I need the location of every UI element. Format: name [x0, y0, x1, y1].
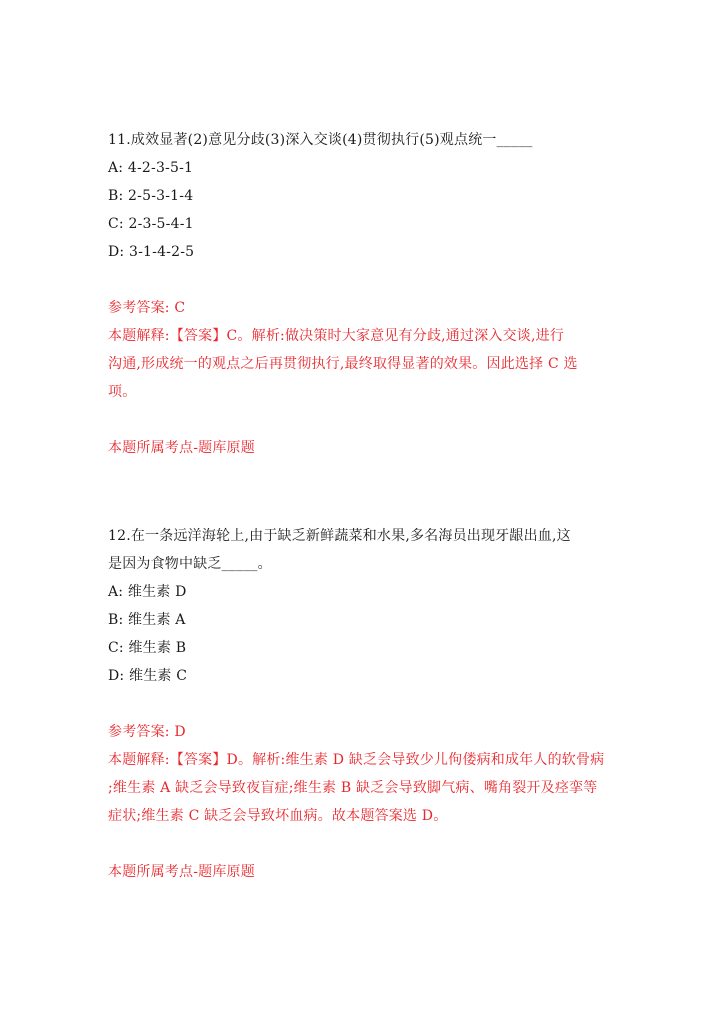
question-12-option-c: C: 维生素 B — [108, 640, 187, 656]
question-11-answer: 参考答案: C — [108, 300, 186, 316]
question-12-explanation-line-1: 本题解释:【答案】D。解析:维生素 D 缺乏会导致少儿佝偻病和成年人的软骨病 — [108, 752, 605, 768]
question-11-option-b: B: 2-5-3-1-4 — [108, 188, 194, 204]
question-12-stem-line-1: 12.在一条远洋海轮上,由于缺乏新鲜蔬菜和水果,多名海员出现牙龈出血,这 — [108, 528, 571, 544]
question-11-option-d: D: 3-1-4-2-5 — [108, 244, 195, 260]
question-11-explanation-line-3: 项。 — [108, 384, 137, 400]
question-12-explanation-line-3: 症状;维生素 C 缺乏会导致坏血病。故本题答案选 D。 — [108, 808, 448, 824]
question-12-option-b: B: 维生素 A — [108, 612, 186, 628]
question-11-stem: 11.成效显著(2)意见分歧(3)深入交谈(4)贯彻执行(5)观点统一_____ — [108, 132, 533, 148]
question-11-option-c: C: 2-3-5-4-1 — [108, 216, 194, 232]
question-12-explanation-line-2: ;维生素 A 缺乏会导致夜盲症;维生素 B 缺乏会导致脚气病、嘴角裂开及痉挛等 — [108, 780, 598, 796]
question-11-category: 本题所属考点-题库原题 — [108, 440, 255, 456]
question-12-answer: 参考答案: D — [108, 724, 186, 740]
question-11-explanation-line-1: 本题解释:【答案】C。解析:做决策时大家意见有分歧,通过深入交谈,进行 — [108, 328, 565, 344]
question-11-option-a: A: 4-2-3-5-1 — [108, 160, 194, 176]
question-12-option-d: D: 维生素 C — [108, 668, 188, 684]
question-12-stem-line-2: 是因为食物中缺乏_____。 — [108, 556, 272, 572]
question-11-explanation-line-2: 沟通,形成统一的观点之后再贯彻执行,最终取得显著的效果。因此选择 C 选 — [108, 356, 578, 372]
question-12-category: 本题所属考点-题库原题 — [108, 864, 255, 880]
question-12-option-a: A: 维生素 D — [108, 584, 187, 600]
